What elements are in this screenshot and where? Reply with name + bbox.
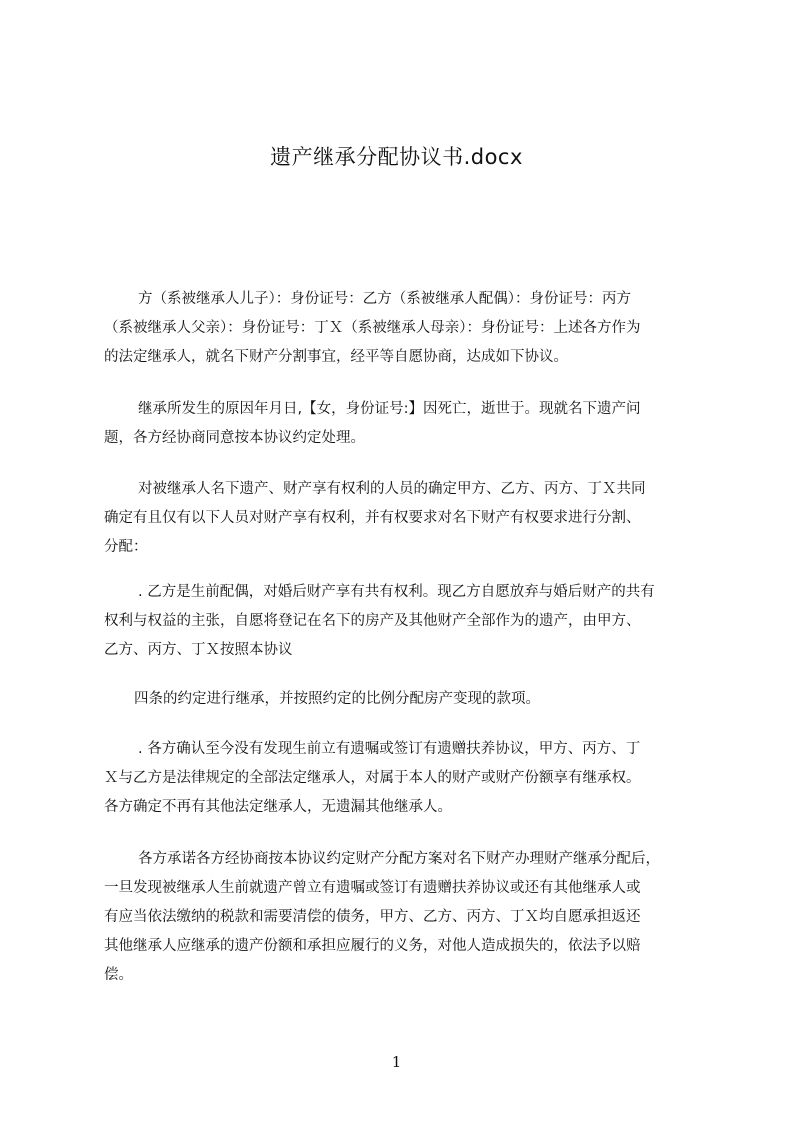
paragraph-line: 方（系被继承人儿子）：身份证号：乙方（系被继承人配偶）：身份证号：丙方 xyxy=(138,291,631,307)
paragraph-spouse xyxy=(104,578,716,665)
paragraph-line: Ｘ与乙方是法律规定的全部法定继承人，对属于本人的财产或财产份额享有继承权。 xyxy=(104,770,641,786)
paragraph-line: 偿。 xyxy=(104,967,133,983)
paragraph-heirs xyxy=(104,475,716,562)
paragraph-line: 权利与权益的主张，自愿将登记在名下的房产及其他财产全部作为的遗产，由甲方、 xyxy=(104,613,641,629)
paragraph-line: 的法定继承人，就名下财产分割事宜，经平等自愿协商，达成如下协议。 xyxy=(104,349,568,365)
paragraph-confirmation xyxy=(104,735,716,822)
paragraph-cause xyxy=(104,395,716,453)
paragraph-line: 四条的约定进行继承，并按照约定的比例分配房产变现的款项。 xyxy=(134,691,540,707)
paragraph-line: 继承所发生的原因年月日,【女，身份证号:】因死亡，逝世于。现就名下遗产问 xyxy=(138,401,641,417)
paragraph-parties xyxy=(104,285,716,372)
paragraph-line: 分配： xyxy=(104,539,148,555)
page-number: 1 xyxy=(391,1053,402,1071)
paragraph-line: 其他继承人应继承的遗产份额和承担应履行的义务，对他人造成损失的，依法予以赔 xyxy=(104,938,641,954)
paragraph-line: 对被继承人名下遗产、财产享有权利的人员的确定甲方、乙方、丙方、丁Ｘ共同 xyxy=(138,481,646,497)
paragraph-line: （系被继承人父亲）：身份证号：丁Ｘ（系被继承人母亲）：身份证号：上述各方作为 xyxy=(104,320,641,336)
paragraph-line: 题，各方经协商同意按本协议约定处理。 xyxy=(104,430,365,446)
paragraph-line: 各方承诺各方经协商按本协议约定财产分配方案对名下财产办理财产继承分配后， xyxy=(138,851,660,867)
document-title: 遗产继承分配协议书.docx xyxy=(270,145,523,169)
paragraph-undertaking xyxy=(104,845,716,990)
paragraph-line: . 各方确认至今没有发现生前立有遗嘱或签订有遗赠扶养协议，甲方、丙方、丁 xyxy=(138,741,641,757)
paragraph-article-four xyxy=(104,685,716,714)
paragraph-line: 有应当依法缴纳的税款和需要清偿的债务，甲方、乙方、丙方、丁Ｘ均自愿承担返还 xyxy=(104,909,641,925)
paragraph-line: 乙方、丙方、丁Ｘ按照本协议 xyxy=(104,642,293,658)
paragraph-line: 确定有且仅有以下人员对财产享有权利，并有权要求对名下财产有权要求进行分割、 xyxy=(104,510,641,526)
paragraph-line: 各方确定不再有其他法定继承人，无遗漏其他继承人。 xyxy=(104,799,452,815)
paragraph-line: 一旦发现被继承人生前就遗产曾立有遗嘱或签订有遗赠扶养协议或还有其他继承人或 xyxy=(104,880,641,896)
paragraph-line: . 乙方是生前配偶，对婚后财产享有共有权利。现乙方自愿放弃与婚后财产的共有 xyxy=(138,584,655,600)
